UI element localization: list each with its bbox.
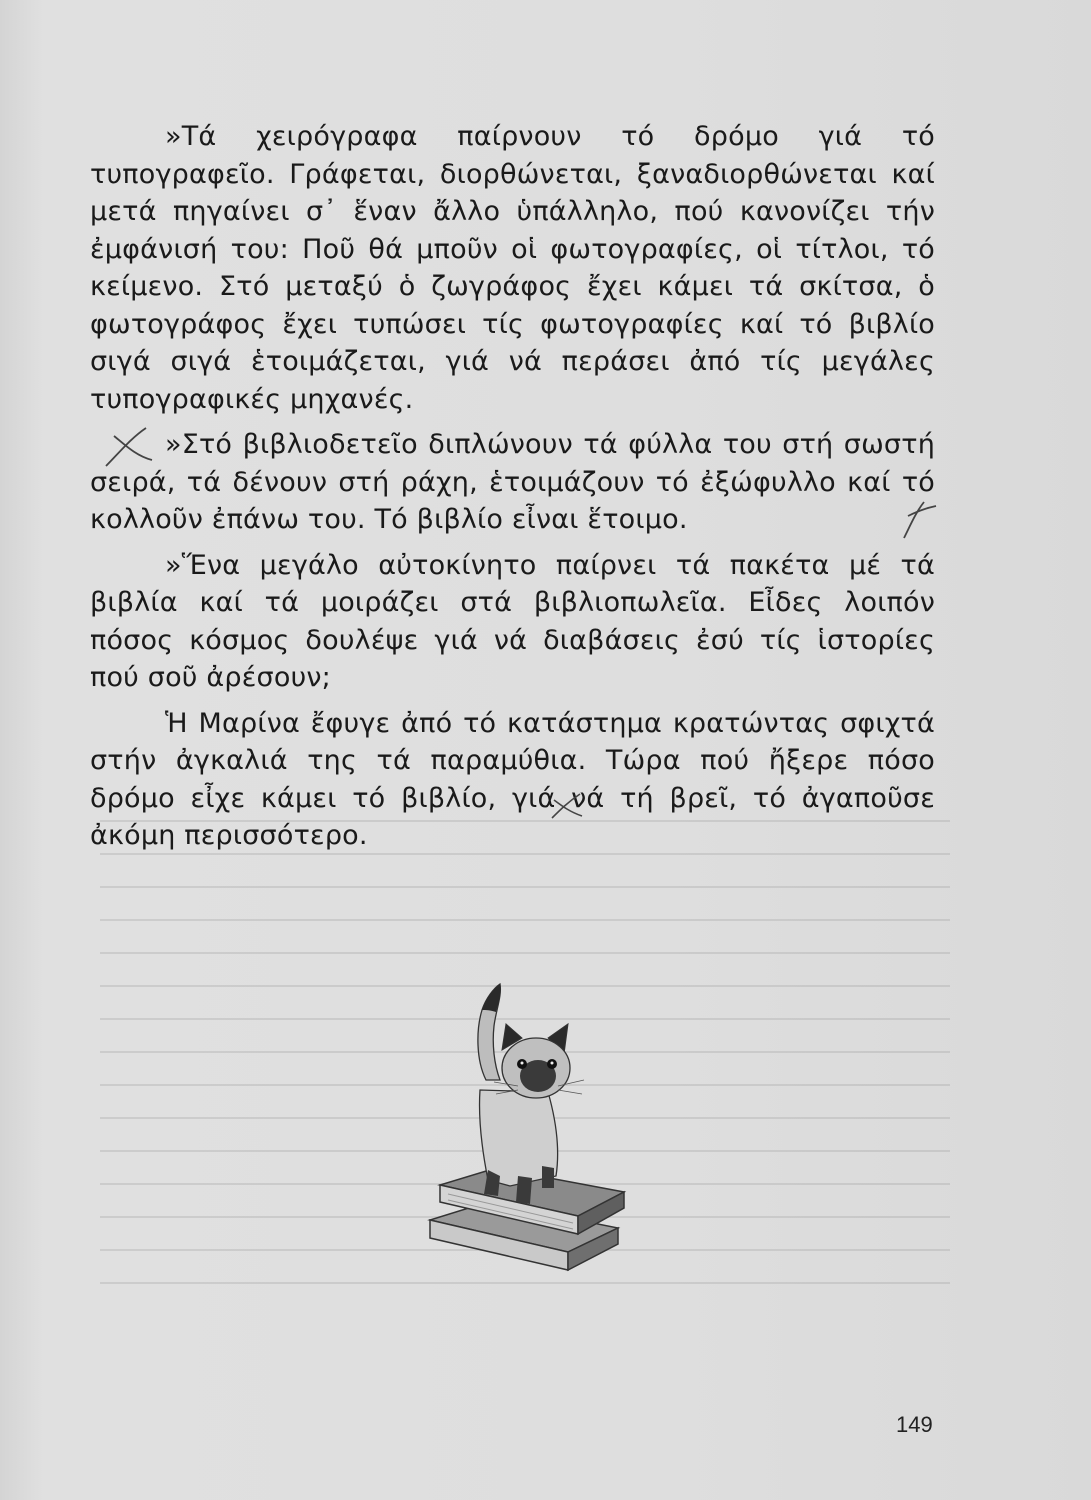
paragraph-printing-house: »Τά χειρόγραφα παίρνουν τό δρόμο γιά τό τυπογραφεῖο. Γράφεται, διορθώνεται, ξαναδιορθώνεται καί μετά πηγαίνει σ᾽ ἕναν ἄλλο ὑπάλληλο, πού κανονίζει τήν ἐμφάνισή του: Ποῦ θά μποῦν οἱ φωτογραφίες, οἱ τίτλοι, τό κείμενο. Στό μεταξύ ὁ ζωγράφος ἔχει κάμει τά σκίτσα, ὁ φωτογράφος ἔχει τυπώσει τίς φωτογραφίες καί τό βιβλίο σιγά σιγά ἑτοιμάζεται, γιά νά περάσει ἀπό τίς μεγάλες τυπογραφικές μηχανές. [90, 121, 935, 415]
body-text [90, 118, 935, 863]
pencil-x-mark-left-icon [96, 424, 156, 474]
cat-on-books-illustration [418, 980, 628, 1280]
paragraph-marina: Ἡ Μαρίνα ἔφυγε ἀπό τό κατάστημα κρατώντας σφιχτά στήν ἀγκαλιά της τά παραμύθια. Τώρα πού ἤξερε πόσο δρόμο εἶχε κάμει τό βιβλίο, γιά νά τή βρεῖ, τό ἀγαποῦσε ἀκόμη περισσότερο. [90, 707, 935, 851]
pencil-x-mark-end-icon [546, 792, 586, 822]
siamese-cat-icon [478, 984, 584, 1204]
paragraph-bindery: »Στό βιβλιοδετεῖο διπλώνουν τά φύλλα του στή σωστή σειρά, τά δένουν στή ράχη, ἑτοιμάζουν τό ἐξώφυλλο καί τό κολλοῦν ἐπάνω του. Τό βιβλίο εἶναι ἕτοιμο. [90, 429, 935, 535]
pencil-x-mark-right-icon [896, 498, 942, 542]
paragraph-delivery: »Ἕνα μεγάλο αὐτοκίνητο παίρνει τά πακέτα μέ τά βιβλία καί τά μοιράζει στά βιβλιοπωλεῖα. Εἶδες λοιπόν πόσος κόσμος δουλέψε γιά νά διαβάσεις ἐσύ τίς ἱστορίες πού σοῦ ἀρέσουν; [90, 549, 935, 693]
page-number: 149 [896, 1412, 933, 1437]
